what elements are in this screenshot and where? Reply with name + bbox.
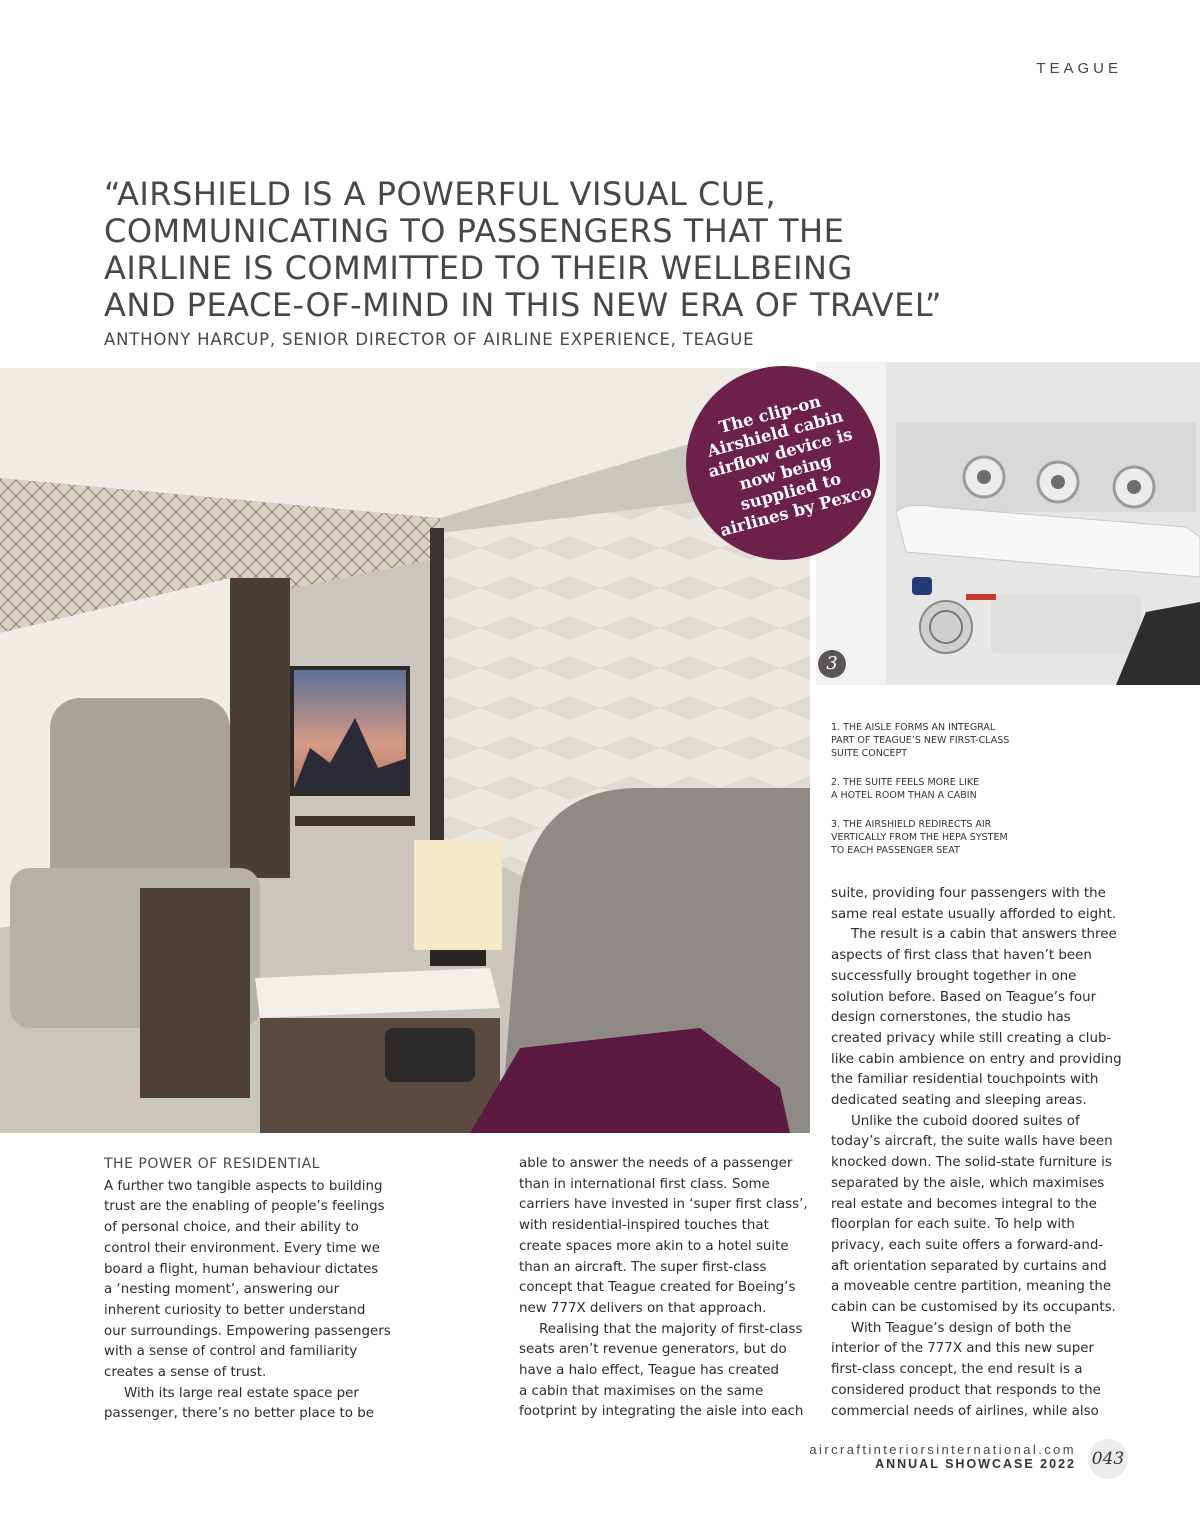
body-paragraph (831, 884, 1131, 925)
caption-item (831, 776, 1061, 802)
text-line: with a sense of control and familiarity (104, 1344, 358, 1360)
footer-url[interactable]: aircraftinteriorsinternational.com (809, 1442, 1076, 1457)
text-line: trust are the enabling of people’s feelings (104, 1199, 385, 1215)
text-line: Unlike the cuboid doored suites of (851, 1113, 1080, 1129)
text-line: have a halo effect, Teague has created (519, 1363, 780, 1379)
photo-captions (831, 721, 1061, 873)
body-paragraph (831, 1319, 1131, 1423)
photo-number-badge: 3 (818, 650, 846, 678)
pull-quote-line: COMMUNICATING TO PASSENGERS THAT THE (104, 212, 845, 250)
publication-brand: TEAGUE (1036, 60, 1122, 77)
text-line: With its large real estate space per (124, 1385, 359, 1401)
pull-quote-line: AND PEACE-OF-MIND IN THIS NEW ERA OF TRAVEL” (104, 286, 942, 324)
body-paragraph (519, 1320, 819, 1424)
text-line: With Teague’s design of both the (851, 1320, 1072, 1336)
caption-line: PART OF TEAGUE’S NEW FIRST-CLASS (831, 735, 1010, 746)
text-line: real estate and becomes integral to the (831, 1196, 1097, 1212)
body-paragraph (831, 925, 1131, 1111)
caption-line: VERTICALLY FROM THE HEPA SYSTEM (831, 832, 1008, 843)
caption-line: SUITE CONCEPT (831, 748, 907, 759)
text-line: design cornerstones, the studio has (831, 1010, 1071, 1026)
quote-attribution: ANTHONY HARCUP, SENIOR DIRECTOR OF AIRLINE EXPERIENCE, TEAGUE (104, 330, 755, 349)
text-line: floorplan for each suite. To help with (831, 1217, 1075, 1233)
text-line: the familiar residential touchpoints with (831, 1072, 1099, 1088)
pull-quote-line: AIRLINE IS COMMITTED TO THEIR WELLBEING (104, 249, 853, 287)
airshield-illustration (816, 362, 1200, 685)
text-line: first-class concept, the end result is a (831, 1362, 1083, 1378)
text-line: A further two tangible aspects to building (104, 1178, 383, 1194)
text-line: interior of the 777X and this new super (831, 1341, 1095, 1357)
text-line: than in international first class. Some (519, 1176, 770, 1192)
text-line: creates a sense of trust. (104, 1365, 267, 1381)
caption-line: 1. THE AISLE FORMS AN INTEGRAL (831, 722, 996, 733)
text-line: board a flight, human behaviour dictates (104, 1261, 379, 1277)
text-line: aspects of first class that haven’t been (831, 948, 1092, 964)
caption-line: 2. THE SUITE FEELS MORE LIKE (831, 777, 980, 788)
text-line: carriers have invested in ‘super first class’, (519, 1197, 808, 1213)
text-line: a moveable centre partition, meaning the (831, 1279, 1112, 1295)
body-column-1 (104, 1154, 404, 1425)
body-paragraph (104, 1177, 404, 1384)
text-line: privacy, each suite offers a forward-and- (831, 1237, 1104, 1253)
text-line: with residential-inspired touches that (519, 1218, 769, 1234)
text-line: today’s aircraft, the suite walls have been (831, 1134, 1113, 1150)
text-line: successfully brought together in one (831, 968, 1077, 984)
text-line: Realising that the majority of first-class (539, 1321, 803, 1337)
text-line: a cabin that maximises on the same (519, 1383, 764, 1399)
text-line: our surroundings. Empowering passengers (104, 1323, 391, 1339)
text-line: solution before. Based on Teague’s four (831, 989, 1097, 1005)
text-line: like cabin ambience on entry and providing (831, 1051, 1122, 1067)
caption-line: 3. THE AIRSHIELD REDIRECTS AIR (831, 819, 992, 830)
body-paragraph (831, 1112, 1131, 1319)
caption-item (831, 818, 1061, 857)
text-line: footprint by integrating the aisle into each (519, 1404, 804, 1420)
text-line: of personal choice, and their ability to (104, 1220, 359, 1236)
text-line: new 777X delivers on that approach. (519, 1300, 767, 1316)
text-line: The result is a cabin that answers three (851, 927, 1117, 943)
footer-issue: ANNUAL SHOWCASE 2022 (875, 1457, 1076, 1471)
text-line: aft orientation separated by curtains and (831, 1258, 1107, 1274)
page-footer (809, 1442, 1076, 1471)
text-line: commercial needs of airlines, while also (831, 1403, 1099, 1419)
page-number: 043 (1088, 1439, 1128, 1479)
text-line: separated by the aisle, which maximises (831, 1175, 1105, 1191)
text-line: same real estate usually afforded to eight. (831, 906, 1117, 922)
body-paragraph (519, 1154, 819, 1320)
text-line: knocked down. The solid-state furniture is (831, 1155, 1112, 1171)
text-line: seats aren’t revenue generators, but do (519, 1342, 787, 1358)
callout-circle (686, 366, 880, 560)
caption-line: A HOTEL ROOM THAN A CABIN (831, 790, 977, 801)
text-line: concept that Teague created for Boeing’s (519, 1280, 796, 1296)
text-line: suite, providing four passengers with the (831, 886, 1106, 901)
text-line: created privacy while still creating a club- (831, 1030, 1112, 1046)
section-heading: THE POWER OF RESIDENTIAL (104, 1156, 320, 1172)
body-column-3 (831, 884, 1131, 1422)
text-line: dedicated seating and sleeping areas. (831, 1093, 1087, 1109)
text-line: control their environment. Every time we (104, 1240, 380, 1256)
pull-quote (104, 176, 1104, 324)
callout-text: The clip-on Airshield cabin airflow device is now being supplied to airlines by Pexco (705, 391, 874, 541)
text-line: able to answer the needs of a passenger (519, 1156, 793, 1171)
body-column-2 (519, 1154, 819, 1423)
text-line: inherent curiosity to better understand (104, 1302, 366, 1318)
body-paragraph (104, 1384, 404, 1425)
pull-quote-line: “AIRSHIELD IS A POWERFUL VISUAL CUE, (104, 175, 777, 213)
text-line: passenger, there’s no better place to be (104, 1406, 374, 1422)
text-line: than an aircraft. The super first-class (519, 1259, 767, 1275)
airshield-photo (816, 362, 1200, 685)
caption-item (831, 721, 1061, 760)
text-line: cabin can be customised by its occupants. (831, 1300, 1116, 1316)
text-line: create spaces more akin to a hotel suite (519, 1238, 789, 1254)
text-line: considered product that responds to the (831, 1382, 1101, 1398)
text-line: a ‘nesting moment’, answering our (104, 1282, 340, 1298)
caption-line: TO EACH PASSENGER SEAT (831, 845, 960, 856)
